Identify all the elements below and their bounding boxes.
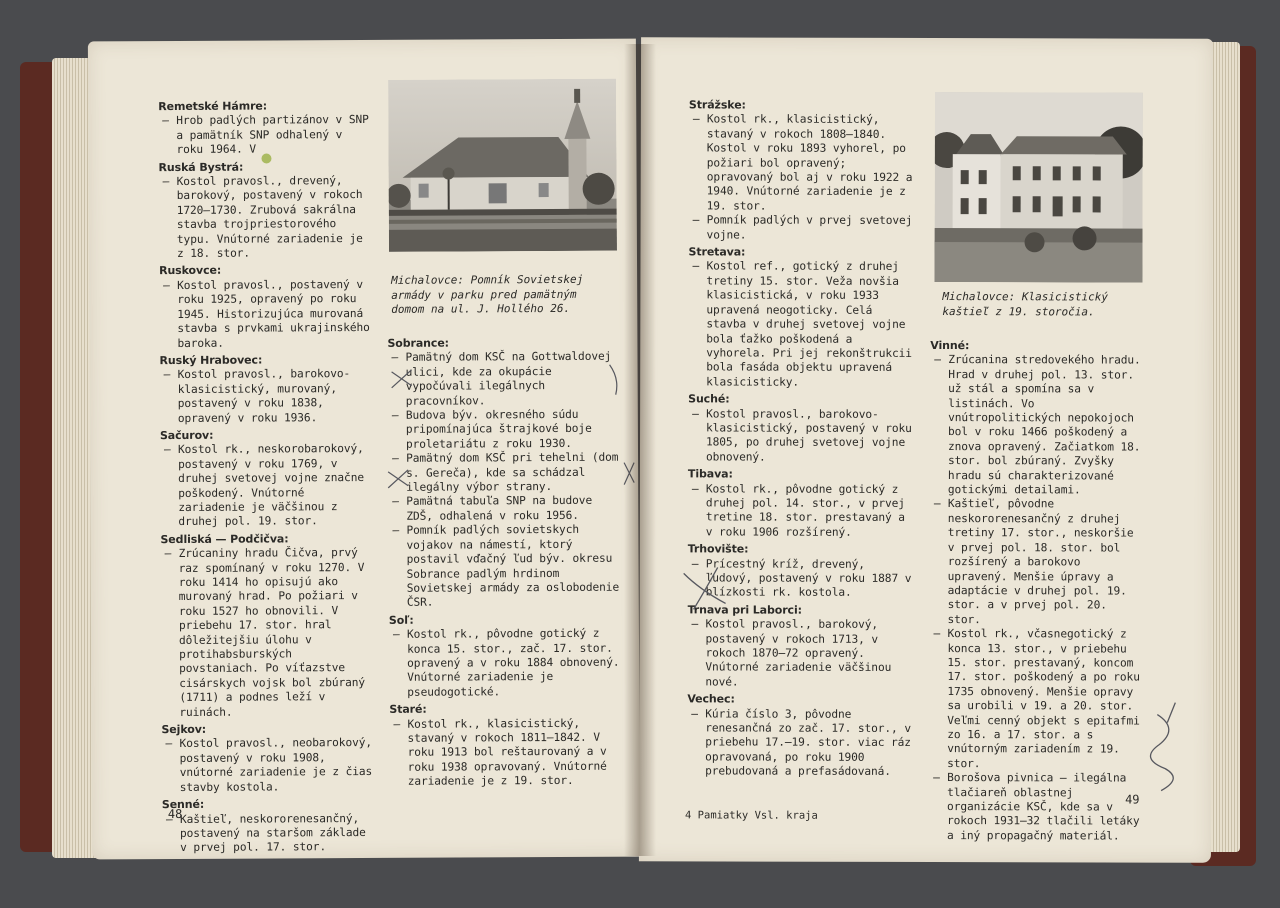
page-footer-signature: 4 Pamiatky Vsl. kraja: [685, 809, 818, 822]
monument-entry: — Kostol rk., klasicistický, stavaný v rokoch 1811—1842. V roku 1913 bol reštaurovaný a v roku 1938 opravovaný. Vnútorné zariadenie je z 19. stor.: [389, 716, 621, 789]
left-column-a: [158, 96, 374, 856]
monument-entry: — Kostol rk., klasicistický, stavaný v rokoch 1808—1840. Kostol v roku 1893 vyhorel, po požiari bol opravený; opravovaný bol aj v roku 1922 a 1940. Vnútorné zariadenie je z 19. stor.: [689, 113, 919, 214]
monument-entry: — Hrob padlých partizánov v SNP a pamätník SNP odhalený v roku 1964. V: [158, 113, 370, 157]
monument-entry: — Pamätný dom KSČ na Gottwaldovej ulici, kde za okupácie vypočúvali ilegálnych pracovníkov.: [387, 350, 619, 409]
monument-entry: — Pomník padlých v prvej svetovej vojne.: [689, 214, 919, 243]
monument-entry: — Kostol ref., gotický z druhej tretiny 15. stor. Veža novšia klasicistická, v roku 1933 upravená neogoticky. Celá stavba v druhej svetovej vojne bola ťažko poškodená a vyhorela. Pri jej rekonštrukcii bola fasáda objektu upravená klasicisticky.: [688, 260, 918, 390]
monument-entry: — Kostol rk., neskorobarokový, postavený v roku 1769, v druhej svetovej vojne značne poškodený. Vnútorné zariadenie je väčšinou z druhej pol. 19. stor.: [160, 442, 372, 530]
monument-entry: — Pomník padlých sovietskych vojakov na námestí, ktorý postavil vďačný ľud býv. okresu Sobrance padlým hrdinom Sovietskej armády za oslobodenie ČSR.: [388, 523, 620, 611]
monument-entry: — Kostol pravosl., drevený, barokový, postavený v rokoch 1720—1730. Zrubová sakrálna stavba trojpriestorového typu. Vnútorné zariadenie je z 18. stor.: [159, 174, 371, 262]
photo-classicist-manor: [934, 92, 1142, 283]
left-page: [88, 39, 640, 860]
right-column-b: [929, 336, 1142, 844]
monument-entry: — Borošova pivnica — ilegálna tlačiareň oblastnej organizácie KSČ, kde sa v rokoch 1931—32 tlačili letáky a iný propagačný materiál.: [929, 771, 1141, 844]
place-heading: Stretava:: [688, 245, 746, 259]
place-heading: Sobrance:: [387, 336, 449, 350]
monument-entry: — Budova býv. okresného súdu pripomínajúca štrajkové boje proletariátu z roku 1930.: [388, 408, 620, 452]
monument-entry: — Kaštieľ, pôvodne neskororenesančný z druhej tretiny 17. stor., neskoršie v prvej pol. 18. stor. bol rozšírený a barokovo upravený. Menšie úpravy a adaptácie v druhej pol. 19. stor. a v prvej pol. 20. stor.: [930, 497, 1142, 627]
page-number: 49: [1125, 792, 1140, 807]
page-number: 48: [167, 806, 183, 822]
monument-entry: — Zrúcanina stredovekého hradu. Hrad v druhej pol. 13. stor. už stál a spomína sa v listinách. Vo vnútropolitických nepokojoch bol v roku 1466 poškodený a znova opravený. Začiatkom 18. stor. bol zbúraný. Zvyšky hradu sú charakterizované gotickými detailami.: [930, 353, 1142, 498]
place-heading: Senné:: [161, 797, 205, 812]
left-column-b: [387, 333, 621, 790]
place-heading: Sejkov:: [161, 722, 207, 737]
monument-entry: — Kostol rk., včasnegotický z konca 13. stor., v priebehu 15. stor. prestavaný, koncom 17. stor. poškodený a po roku 1735 obnovený. Menšie opravy sa urobili v 19. a 20. stor. Veľmi cenný objekt s epitafmi zo 16. a 17. stor. a s vnútorným zariadením z 19. stor.: [929, 627, 1141, 772]
place-heading: Staré:: [389, 702, 427, 717]
book-gutter-shadow: [624, 44, 656, 856]
monument-entry: — Kostol pravosl., barokovo-klasicistický, murovaný, postavený v roku 1838, opravený v roku 1936.: [160, 367, 372, 426]
photo-soviet-army-monument: [388, 79, 617, 252]
monument-entry: — Kostol pravosl., postavený v roku 1925, opravený po roku 1945. Historizujúca murovaná stavba s prvkami ukrajinského baroka.: [159, 278, 371, 351]
place-heading: Tibava:: [687, 467, 733, 481]
photo-caption: Michalovce: Pomník Sovietskej armády v parku pred pamätným domom na ul. J. Hollého 26.: [391, 272, 584, 316]
place-heading: Trnava pri Laborci:: [687, 603, 802, 617]
monument-entry: — Kostol pravosl., barokovo-klasicistický, postavený v roku 1805, po druhej svetovej vojne obnovený.: [688, 407, 918, 465]
place-heading: Ruská Bystrá:: [158, 160, 244, 174]
place-heading: Trhovište:: [687, 542, 749, 556]
place-heading: Strážske:: [688, 98, 746, 112]
monument-entry: — Kostol pravosl., neobarokový, postavený v roku 1908, vnútorné zariadenie je z čias stavby kostola.: [162, 736, 374, 795]
monument-entry: — Kostol rk., pôvodne gotický z druhej pol. 14. stor., v prvej tretine 18. stor. prestavaný a v roku 1906 rozšírený.: [688, 482, 918, 540]
monument-entry: — Kúria číslo 3, pôvodne renesančná zo zač. 17. stor., v priebehu 17.—19. stor. viac ráz opravovaná, po roku 1900 prebudovaná a prefasádovaná.: [687, 707, 917, 780]
place-heading: Suché:: [688, 392, 730, 406]
right-page: [639, 37, 1213, 862]
monument-entry: — Kostol rk., pôvodne gotický z konca 15. stor., zač. 17. stor. opravený a v roku 1884 obnovený. Vnútorné zariadenie je pseudogotické.: [389, 627, 621, 700]
place-heading: Sačurov:: [159, 428, 214, 443]
monument-entry: — Prícestný kríž, drevený, ľudový, postavený v roku 1887 v blízkosti rk. kostola.: [688, 557, 918, 601]
monument-entry: — Kostol pravosl., barokový, postavený v rokoch 1713, v rokoch 1870—72 opravený. Vnútorné zariadenie väčšinou nové.: [687, 618, 917, 691]
right-column-a: [687, 95, 919, 779]
place-heading: Remetské Hámre:: [158, 99, 268, 114]
monument-entry: — Pamätný dom KSČ pri tehelni (dom s. Gereča), kde sa schádzal ilegálny výbor strany.: [388, 451, 620, 495]
place-heading: Sedliská — Podčičva:: [160, 532, 289, 546]
photo-caption: Michalovce: Klasicistický kaštieľ z 19. storočia.: [942, 290, 1108, 318]
place-heading: Ruský Hrabovec:: [159, 353, 263, 367]
monument-entry: — Kaštieľ, neskororenesančný, postavený na staršom základe v prvej pol. 17. stor.: [162, 811, 374, 855]
monument-entry: — Zrúcaniny hradu Čičva, prvý raz spomínaný v roku 1270. V roku 1414 ho opisujú ako murovaný hrad. Po požiari v roku 1527 ho obnovili. V priebehu 17. stor. hral dôležitejšiu úlohu v protihabsburských povstaniach. Po víťazstve cisárskych vojsk bol zbúraný (1711) a podnes leží v ruinách.: [161, 546, 374, 720]
place-heading: Vinné:: [930, 339, 970, 353]
place-heading: Vechec:: [687, 692, 735, 706]
monument-entry: — Pamätná tabuľa SNP na budove ZDŠ, odhalená v roku 1956.: [388, 494, 620, 524]
place-heading: Soľ:: [388, 613, 414, 627]
place-heading: Ruskovce:: [159, 264, 222, 278]
